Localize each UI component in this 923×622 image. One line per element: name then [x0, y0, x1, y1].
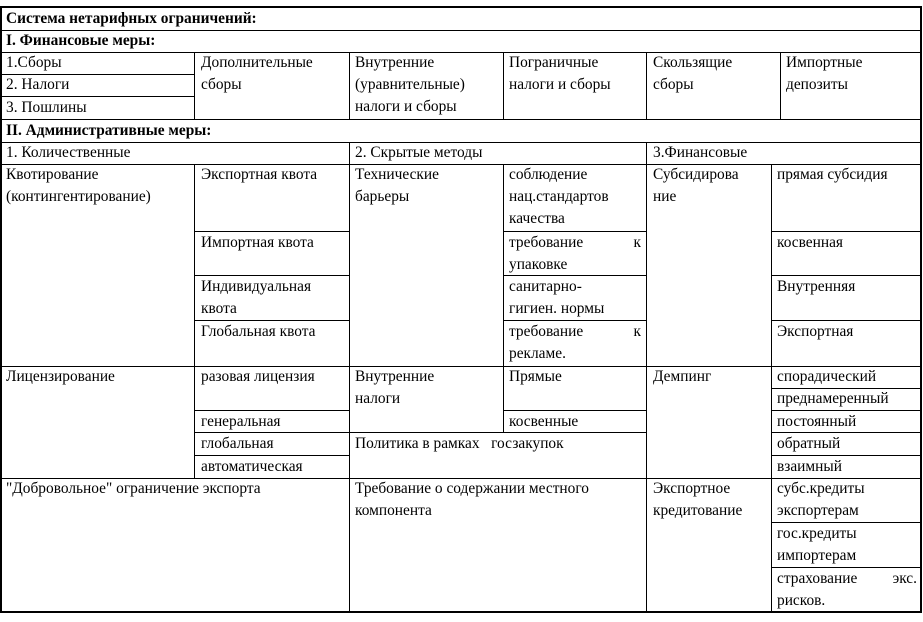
quota-export: Экспортная квота: [201, 166, 318, 183]
table-title: Система нетарифных ограничений:: [6, 10, 257, 27]
credit-insurance: страхование экс. рисков.: [777, 570, 917, 609]
administrative-heading: II. Административные меры:: [6, 122, 212, 139]
quota-import: Импортная квота: [201, 234, 314, 251]
dumping-mutual: взаимный: [777, 458, 842, 475]
financial-type-import-deposits: Импортные депозиты: [786, 54, 863, 93]
financial-type-border-taxes: Пограничные налоги и сборы: [509, 54, 611, 93]
quota-label: Квотирование (контингентирование): [6, 166, 151, 205]
license-automatic: автоматическая: [201, 458, 303, 475]
taxes-indirect: косвенные: [509, 413, 579, 430]
license-general: генеральная: [201, 413, 281, 430]
tech-packaging: требование к упаковке: [509, 234, 641, 273]
justified-word: к: [633, 234, 641, 251]
financial-item-fees: 1.Сборы: [6, 54, 62, 71]
license-global: глобальная: [201, 435, 274, 452]
export-credit-label: Экспортное кредитование: [653, 480, 743, 519]
licensing-label: Лицензирование: [6, 368, 115, 385]
tech-packaging-line-1: [509, 232, 641, 254]
procurement-policy: Политика в рамках госзакупок: [355, 435, 564, 452]
subsidy-indirect: косвенная: [777, 234, 843, 251]
financial-type-sliding-fees: Скользящие сборы: [653, 54, 733, 93]
dumping-label: Демпинг: [653, 368, 712, 385]
internal-taxes-label: Внутренние налоги: [355, 368, 435, 407]
subsidy-internal: Внутренняя: [777, 278, 856, 295]
justified-word: требование: [509, 234, 584, 251]
credit-importers: гос.кредиты импортерам: [777, 525, 857, 564]
tech-barriers-label: Технические барьеры: [355, 166, 439, 205]
dumping-permanent: постоянный: [777, 413, 857, 430]
dumping-sporadic: спорадический: [777, 368, 877, 385]
group-hidden-methods: 2. Скрытые методы: [355, 144, 483, 161]
credit-insurance-line-1: [777, 568, 917, 590]
financial-type-additional-fees: Дополнительные сборы: [201, 54, 313, 93]
subsidy-direct: прямая субсидия: [777, 166, 888, 183]
dumping-reverse: обратный: [777, 435, 841, 452]
justified-word: страхование: [777, 570, 858, 587]
local-content-requirement: Требование о содержании местного компонента: [355, 480, 589, 519]
group-quantitative: 1. Количественные: [6, 144, 131, 161]
quota-individual: Индивидуальная квота: [201, 278, 312, 317]
subsidy-export: Экспортная: [777, 323, 854, 340]
justified-word: к: [633, 323, 641, 340]
dumping-intentional: преднамеренный: [777, 390, 889, 407]
financial-heading: I. Финансовые меры:: [6, 32, 156, 49]
tech-sanitary: санитарно- гигиен. нормы: [509, 278, 605, 317]
financial-type-internal-taxes: Внутренние (уравнительные) налоги и сборы: [355, 54, 465, 115]
financial-item-taxes: 2. Налоги: [6, 76, 70, 93]
financial-item-duties: 3. Пошлины: [6, 99, 87, 116]
license-single: разовая лицензия: [201, 368, 315, 385]
credit-exporters: субс.кредиты экспортерам: [777, 480, 865, 519]
subsidy-label: Субсидирова ние: [653, 166, 739, 205]
quota-global: Глобальная квота: [201, 323, 316, 340]
justified-word: требование: [509, 323, 584, 340]
justified-word: экс.: [892, 570, 917, 587]
tech-standards: соблюдение нац.стандартов качества: [509, 166, 609, 227]
tech-advertising: требование к рекламе.: [509, 323, 641, 362]
taxes-direct: Прямые: [509, 368, 562, 385]
group-financial: 3.Финансовые: [653, 144, 748, 161]
tech-advertising-line-1: [509, 321, 641, 343]
voluntary-export-restraint: "Добровольное" ограничение экспорта: [6, 480, 261, 497]
